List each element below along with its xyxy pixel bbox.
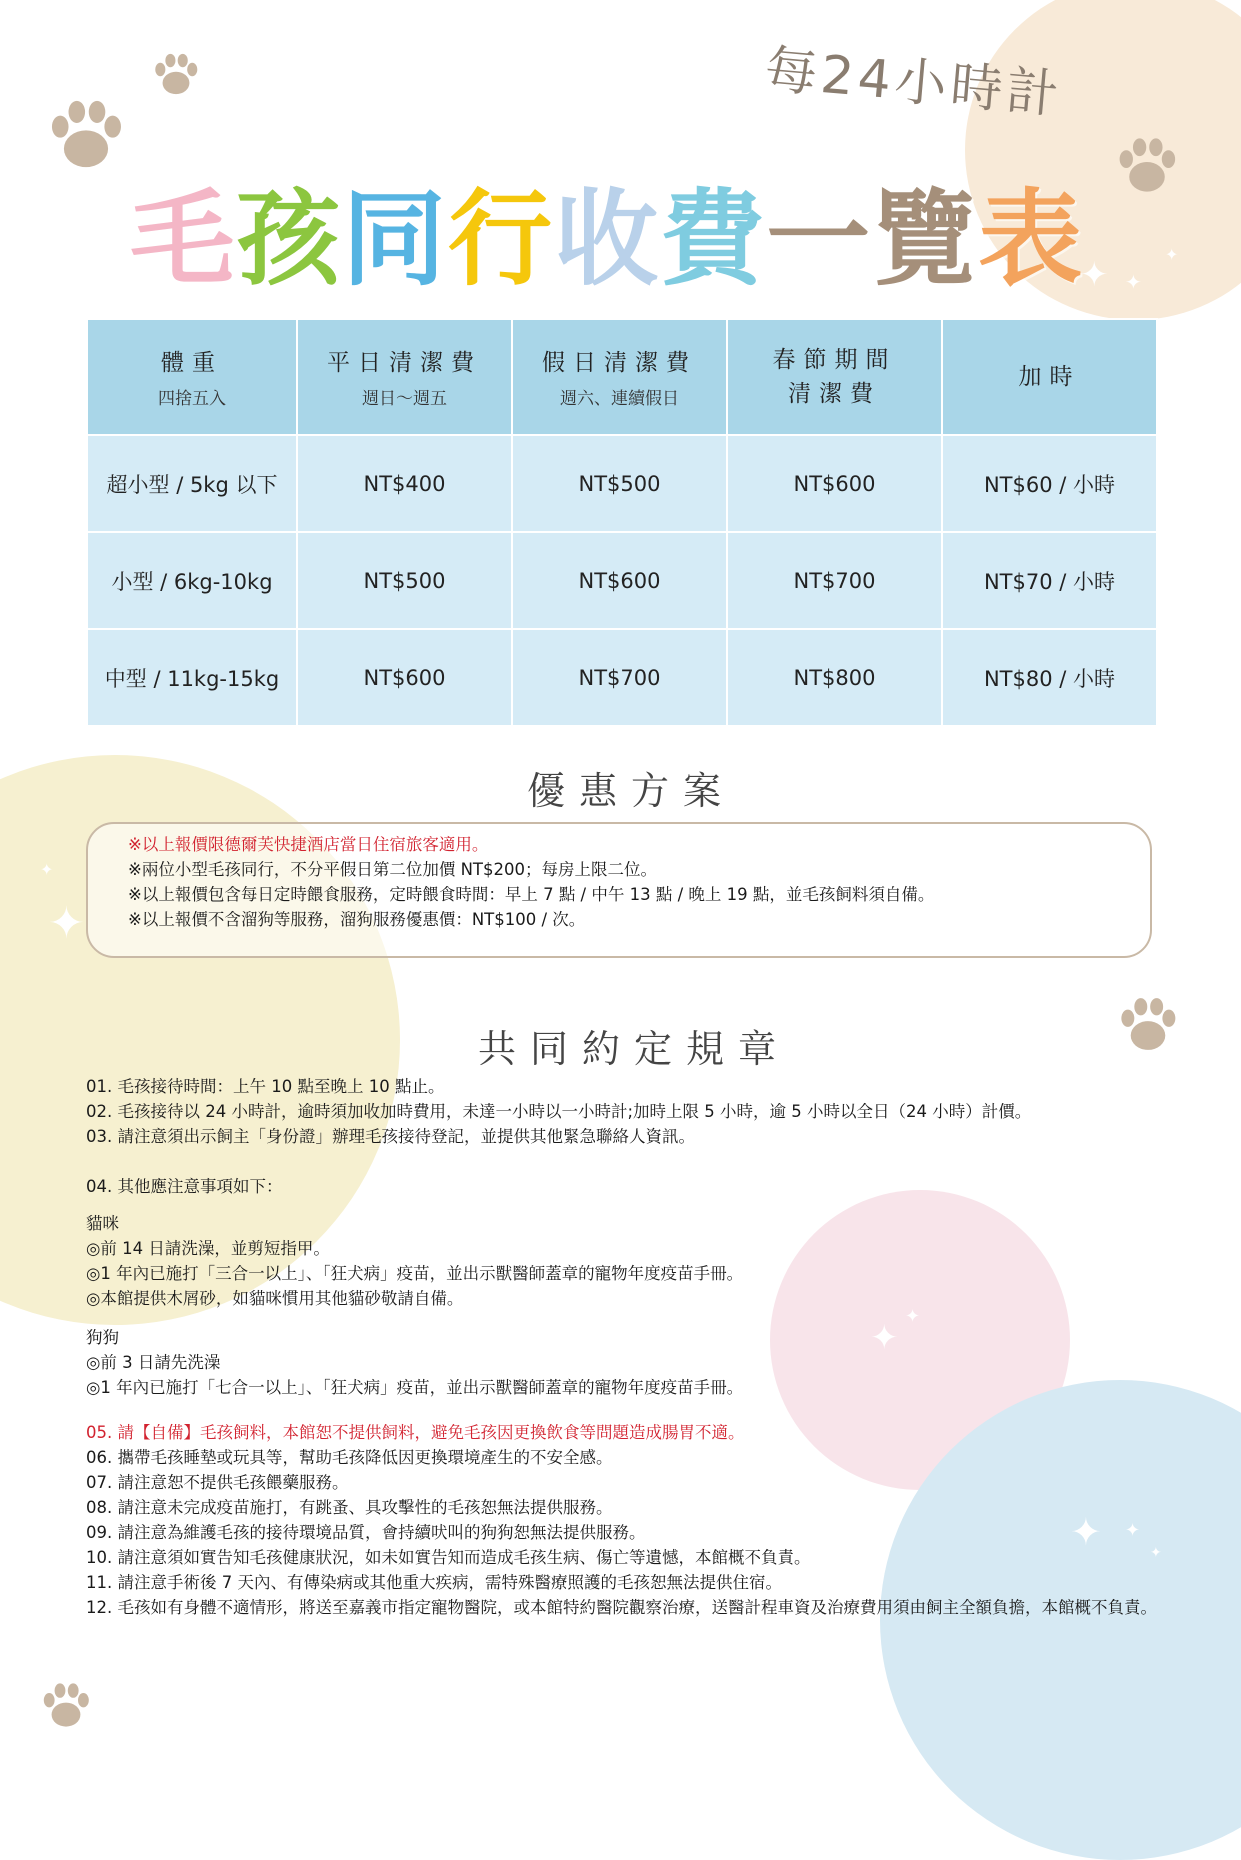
cell-weekday-fee: NT$600 — [297, 629, 512, 726]
paw-icon — [36, 1675, 96, 1735]
cell-spring-fee: NT$700 — [727, 532, 942, 629]
star-icon: ✦ — [1150, 1545, 1162, 1561]
per-24-hours-subtitle: 每24小時計 — [762, 40, 1065, 126]
cell-weight: 中型 / 11kg-15kg — [87, 629, 297, 726]
price-table — [86, 318, 1158, 727]
discount-line: ※兩位小型毛孩同行，不分平假日第二位加價 NT$200；每房上限二位。 — [128, 860, 657, 879]
rule-item: 04. 其他應注意事項如下： — [86, 1177, 283, 1196]
title-char: 一 — [766, 178, 873, 300]
cell-spring-fee: NT$600 — [727, 435, 942, 532]
title-char: 覽 — [872, 178, 979, 300]
star-icon: ✦ — [1080, 255, 1109, 295]
title-char: 毛 — [130, 178, 237, 300]
rule-item: 11. 請注意手術後 7 天內、有傳染病或其他重大疾病，需特殊醫療照護的毛孩恕無法提供住宿。 — [86, 1573, 782, 1592]
cell-weekday-fee: NT$400 — [297, 435, 512, 532]
cell-extra-hour: NT$70 / 小時 — [942, 532, 1157, 629]
table-row — [87, 532, 1157, 629]
cell-holiday-fee: NT$500 — [512, 435, 727, 532]
rule-item: 01. 毛孩接待時間：上午 10 點至晚上 10 點止。 — [86, 1077, 445, 1096]
star-icon: ✦ — [1165, 245, 1179, 264]
paw-icon — [148, 46, 204, 102]
header-extra-hour: 加時 — [942, 319, 1157, 435]
cat-label: 貓咪 — [86, 1214, 119, 1233]
header-weekday-fee: 平日清潔費 週日～週五 — [297, 319, 512, 435]
rule-item: 07. 請注意恕不提供毛孩餵藥服務。 — [86, 1473, 349, 1492]
rules-heading: 共同約定規章 — [478, 1027, 791, 1071]
rule-item: 03. 請注意須出示飼主「身份證」辦理毛孩接待登記，並提供其他緊急聯絡人資訊。 — [86, 1127, 695, 1146]
star-icon: ✦ — [48, 898, 85, 949]
cell-extra-hour: NT$80 / 小時 — [942, 629, 1157, 726]
discount-line: ※以上報價限德爾芙快捷酒店當日住宿旅客適用。 — [128, 835, 489, 854]
title-char: 行 — [448, 178, 555, 300]
cell-spring-fee: NT$800 — [727, 629, 942, 726]
dog-label: 狗狗 — [86, 1328, 119, 1347]
rule-item: 10. 請注意須如實告知毛孩健康狀況，如未如實告知而造成毛孩生病、傷亡等遺憾，本館概不負責。 — [86, 1548, 811, 1567]
cell-weight: 小型 / 6kg-10kg — [87, 532, 297, 629]
cat-item: ◎1 年內已施打「三合一以上」、「狂犬病」疫苗，並出示獸醫師蓋章的寵物年度疫苗手冊。 — [86, 1264, 744, 1283]
rule-item: 06. 攜帶毛孩睡墊或玩具等，幫助毛孩降低因更換環境產生的不安全感。 — [86, 1448, 613, 1467]
title-char: 同 — [342, 178, 449, 300]
rule-item: 08. 請注意未完成疫苗施打，有跳蚤、具攻擊性的毛孩恕無法提供服務。 — [86, 1498, 613, 1517]
star-icon: ✦ — [870, 1318, 899, 1358]
rule-item: 12. 毛孩如有身體不適情形，將送至嘉義市指定寵物醫院，或本館特約醫院觀察治療，送醫計程車資及治療費用須由飼主全額負擔，本館概不負責。 — [86, 1598, 1157, 1617]
discount-box — [86, 822, 1152, 958]
rule-item: 09. 請注意為維護毛孩的接待環境品質，會持續吠叫的狗狗恕無法提供服務。 — [86, 1523, 646, 1542]
page-title — [130, 155, 1084, 305]
discount-line: ※以上報價不含溜狗等服務，溜狗服務優惠價：NT$100 / 次。 — [128, 910, 586, 929]
header-spring-festival-fee: 春節期間 清潔費 — [727, 319, 942, 435]
paw-icon — [40, 88, 132, 180]
star-icon: ✦ — [1125, 1520, 1141, 1541]
cell-weight: 超小型 / 5kg 以下 — [87, 435, 297, 532]
header-weight: 體重 四捨五入 — [87, 319, 297, 435]
rule-item: 02. 毛孩接待以 24 小時計，逾時須加收加時費用，未達一小時以一小時計;加時上限 5 小時，逾 5 小時以全日（24 小時）計價。 — [86, 1102, 1032, 1121]
paw-icon — [1110, 128, 1184, 202]
dog-item: ◎1 年內已施打「七合一以上」、「狂犬病」疫苗，並出示獸醫師蓋章的寵物年度疫苗手冊。 — [86, 1378, 744, 1397]
dog-item: ◎前 3 日請先洗澡 — [86, 1353, 221, 1372]
rules-list — [86, 1074, 1176, 1620]
star-icon: ✦ — [905, 1306, 921, 1327]
table-header-row — [87, 319, 1157, 435]
title-char: 收 — [554, 178, 661, 300]
table-row — [87, 629, 1157, 726]
discount-heading: 優惠方案 — [527, 769, 736, 813]
title-char: 表 — [978, 178, 1085, 300]
header-holiday-fee: 假日清潔費 週六、連續假日 — [512, 319, 727, 435]
table-row — [87, 435, 1157, 532]
cell-holiday-fee: NT$600 — [512, 532, 727, 629]
cell-weekday-fee: NT$500 — [297, 532, 512, 629]
rule-item: 05. 請【自備】毛孩飼料，本館恕不提供飼料，避免毛孩因更換飲食等問題造成腸胃不適。 — [86, 1423, 745, 1442]
cat-item: ◎本館提供木屑砂，如貓咪慣用其他貓砂敬請自備。 — [86, 1289, 464, 1308]
cell-holiday-fee: NT$700 — [512, 629, 727, 726]
title-char: 孩 — [236, 178, 343, 300]
discount-line: ※以上報價包含每日定時餵食服務，定時餵食時間：早上 7 點 / 中午 13 點 / 晚上 19 點，並毛孩飼料須自備。 — [128, 885, 935, 904]
star-icon: ✦ — [40, 860, 54, 879]
paw-icon — [1112, 988, 1184, 1060]
cell-extra-hour: NT$60 / 小時 — [942, 435, 1157, 532]
star-icon: ✦ — [1125, 270, 1142, 294]
title-char: 費 — [660, 178, 767, 300]
star-icon: ✦ — [1070, 1510, 1102, 1554]
cat-item: ◎前 14 日請洗澡，並剪短指甲。 — [86, 1239, 330, 1258]
